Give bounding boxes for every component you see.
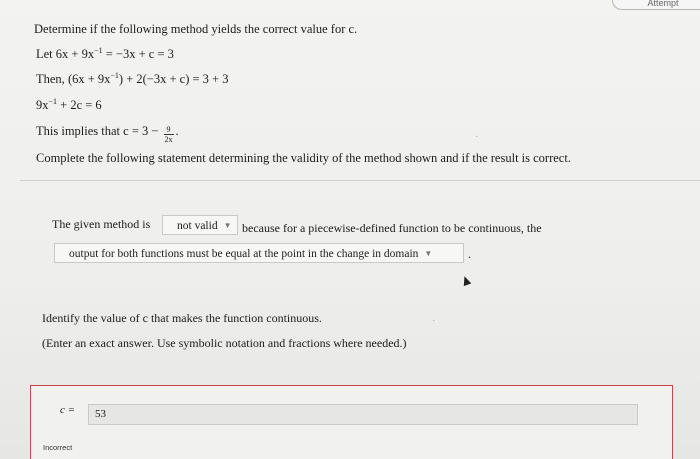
problem-intro: Determine if the following method yields the correct value for c. — [34, 22, 358, 36]
problem-line-1: Let $6x + 9x^{-1} = -3x + c = 3$ — [36, 46, 174, 61]
reason-dropdown[interactable] — [54, 243, 464, 263]
status-badge: Incorrect — [43, 443, 73, 452]
validity-dropdown-value: not valid — [177, 220, 218, 232]
chevron-down-icon: ▼ — [223, 221, 232, 230]
fraction-9-over-2x: $\frac{9}{2x}$ — [164, 125, 173, 144]
problem-instruction: Complete the following statement determining the validity of the method shown and if the result is correct. — [36, 151, 571, 165]
section-divider — [20, 180, 700, 181]
question-prompt: Identify the value of c that makes the function continuous. — [42, 311, 322, 325]
speck: · — [432, 316, 436, 327]
question-note: (Enter an exact answer. Use symbolic notation and fractions where needed.) — [42, 336, 407, 350]
statement-period: . — [468, 247, 471, 261]
answer-input[interactable]: 53 — [88, 404, 638, 425]
reason-dropdown-value: output for both functions must be equal at the point in the change in domain — [69, 248, 419, 260]
mouse-cursor-icon — [461, 275, 472, 286]
statement-part-2: because for a piecewise-defined function to be continuous, the — [242, 221, 542, 235]
chevron-down-icon: ▼ — [424, 249, 433, 258]
validity-dropdown[interactable] — [162, 215, 238, 235]
problem-line-2: Then, $(6x + 9x^{-1}) + 2(-3x + c) = 3 + 3$ — [36, 71, 229, 86]
problem-line-4: This implies that c = 3 − $\frac{9}{2x}$ . — [36, 124, 179, 144]
attempt-pill: Attempt — [612, 0, 700, 10]
answer-label: c = — [60, 404, 76, 416]
speck: · — [475, 132, 479, 143]
statement-part-1: The given method is — [52, 217, 151, 231]
problem-line-3: $9x^{-1} + 2c = 6$ — [36, 97, 102, 112]
